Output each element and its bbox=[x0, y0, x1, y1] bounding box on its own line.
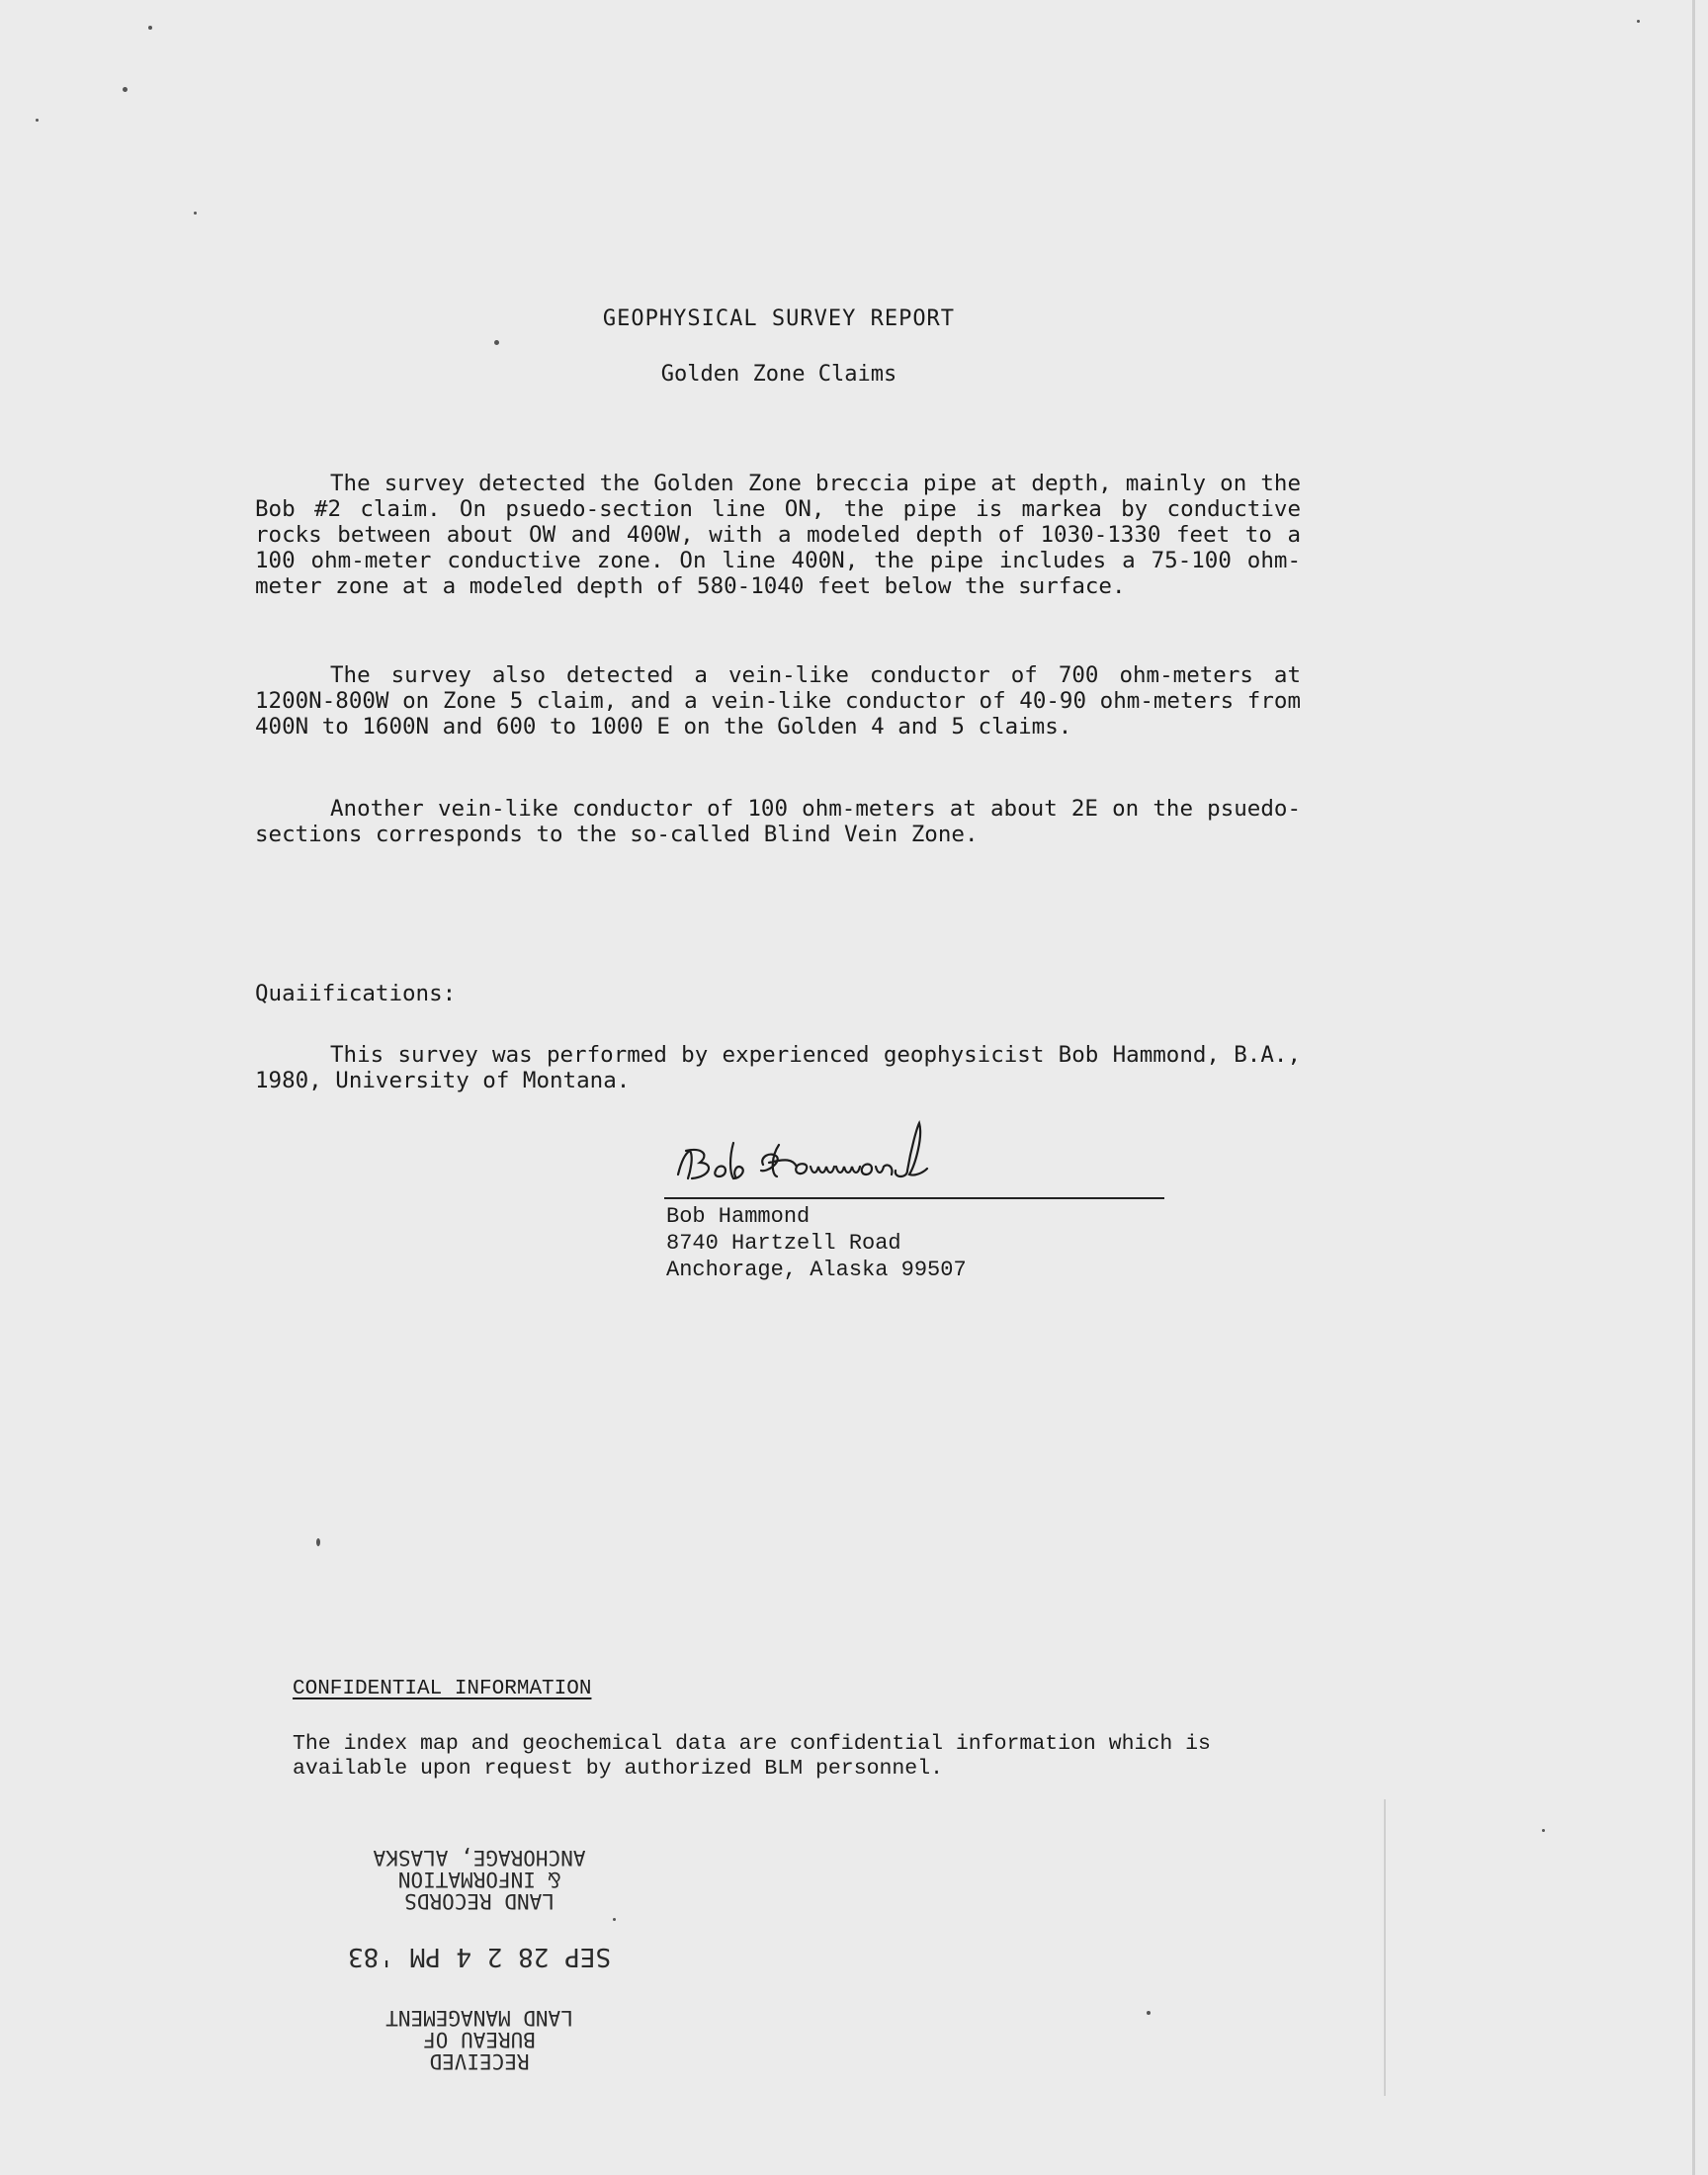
stamp-line: RECEIVED bbox=[429, 2049, 530, 2073]
scan-speck bbox=[316, 1538, 320, 1546]
qualifications-heading: Quaiifications: bbox=[255, 981, 457, 1006]
report-subtitle: Golden Zone Claims bbox=[660, 362, 897, 387]
handwritten-signature bbox=[668, 1117, 955, 1200]
stamp-line: LAND RECORDS bbox=[404, 1889, 555, 1913]
scan-speck bbox=[194, 212, 197, 215]
scan-speck bbox=[1637, 20, 1640, 23]
scan-speck bbox=[613, 1918, 616, 1921]
scan-edge bbox=[1692, 0, 1695, 2175]
report-title: GEOPHYSICAL SURVEY REPORT bbox=[602, 306, 956, 331]
signer-city: Anchorage, Alaska 99507 bbox=[666, 1258, 967, 1282]
scan-speck bbox=[1542, 1829, 1545, 1832]
paragraph-blind-vein: Another vein-like conductor of 100 ohm-meters at about 2E on the psuedo-sections corresponds to the so-called Blind Vein Zone. bbox=[255, 796, 1301, 847]
stamp-line: & INFORMATION bbox=[397, 1868, 561, 1891]
stamp-line: ANCHORAGE, ALASKA bbox=[373, 1846, 586, 1870]
received-stamp bbox=[346, 1845, 613, 2072]
paragraph-vein-conductors: The survey also detected a vein-like conductor of 700 ohm-meters at 1200N-800W on Zone 5 claim, and a vein-like conductor of 40-90 ohm-meters from 400N to 1600N and 600 to 1000 E on the Golden 4 and 5 claims. bbox=[255, 662, 1301, 740]
confidential-text: The index map and geochemical data are confidential information which is available upon request by authorized BLM personnel. bbox=[293, 1732, 1211, 1781]
qualifications-paragraph: This survey was performed by experienced geophysicist Bob Hammond, B.A., 1980, University of Montana. bbox=[255, 1042, 1301, 1093]
confidential-heading: CONFIDENTIAL INFORMATION bbox=[293, 1678, 592, 1700]
scan-speck bbox=[36, 119, 39, 122]
scan-speck bbox=[1147, 2011, 1151, 2015]
signer-name: Bob Hammond bbox=[666, 1204, 811, 1229]
scan-speck bbox=[148, 26, 152, 30]
stamp-line: LAND MANAGEMENT bbox=[385, 2006, 573, 2030]
scan-speck bbox=[123, 87, 128, 92]
stamp-date: SEP 28 2 4 PM '83 bbox=[347, 1942, 612, 1971]
signature-line bbox=[664, 1197, 1164, 1199]
scan-edge bbox=[1384, 1799, 1386, 2096]
stamp-line: BUREAU OF bbox=[423, 2028, 536, 2051]
paragraph-pipe-detection: The survey detected the Golden Zone breccia pipe at depth, mainly on the Bob #2 claim. On psuedo-section line ON, the pipe is markea by conductive rocks between about OW and 400W, with a modeled depth of 1030-1330 feet to a 100 ohm-meter conductive zone. On line 400N, the pipe includes a 75-100 ohm-meter zone at a modeled depth of 580-1040 feet below the surface. bbox=[255, 471, 1301, 599]
scan-speck bbox=[494, 340, 499, 345]
signer-street: 8740 Hartzell Road bbox=[666, 1231, 901, 1256]
